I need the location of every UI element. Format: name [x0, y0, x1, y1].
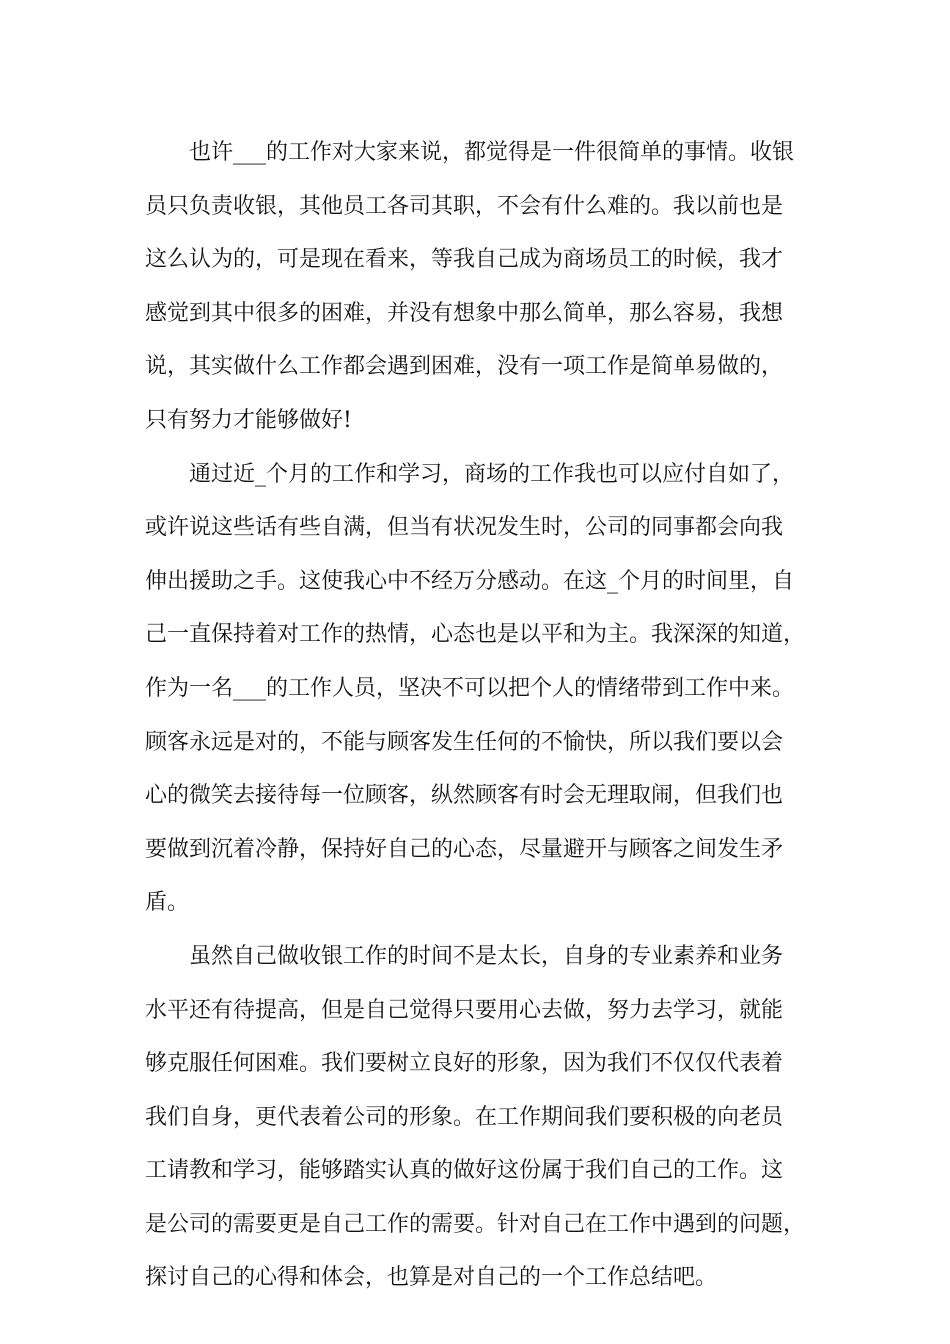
paragraph-line: 员只负责收银，其他员工各司其职，不会有什么难的。我以前也是: [145, 193, 784, 219]
document-body: [145, 130, 825, 1309]
paragraph-line: 心的微笑去接待每一位顾客，纵然顾客有时会无理取闹，但我们也: [145, 783, 784, 809]
paragraph-line: 够克服任何困难。我们要树立良好的形象，因为我们不仅仅代表着: [145, 1051, 784, 1077]
paragraph-line: 探讨自己的心得和体会，也算是对自己的一个工作总结吧。: [145, 1265, 718, 1291]
paragraph-line: 是公司的需要更是自己工作的需要。针对自己在工作中遇到的问题，: [145, 1211, 806, 1237]
paragraph-line: 也许___的工作对大家来说，都觉得是一件很简单的事情。收银: [189, 140, 795, 165]
paragraph-line: 己一直保持着对工作的热情，心态也是以平和为主。我深深的知道，: [145, 622, 806, 648]
paragraph-3: [145, 934, 825, 1309]
paragraph-line: 水平还有待提高，但是自己觉得只要用心去做，努力去学习，就能: [145, 997, 784, 1023]
paragraph-line: 通过近_个月的工作和学习，商场的工作我也可以应付自如了，: [189, 461, 795, 487]
paragraph-2: [145, 452, 825, 934]
paragraph-1: [145, 130, 825, 452]
paragraph-line: 顾客永远是对的，不能与顾客发生任何的不愉快，所以我们要以会: [145, 729, 784, 755]
paragraph-line: 这么认为的，可是现在看来，等我自己成为商场员工的时候，我才: [145, 247, 784, 273]
paragraph-line: 伸出援助之手。这使我心中不经万分感动。在这_个月的时间里，自: [145, 568, 795, 594]
paragraph-line: 作为一名___的工作人员，坚决不可以把个人的情绪带到工作中来。: [145, 675, 795, 701]
paragraph-line: 只有努力才能够做好!: [145, 407, 352, 433]
paragraph-line: 工请教和学习，能够踏实认真的做好这份属于我们自己的工作。这: [145, 1158, 784, 1184]
paragraph-line: 说，其实做什么工作都会遇到困难，没有一项工作是简单易做的，: [145, 354, 784, 380]
paragraph-line: 或许说这些话有些自满，但当有状况发生时，公司的同事都会向我: [145, 515, 784, 541]
paragraph-line: 盾。: [145, 890, 190, 916]
paragraph-line: 感觉到其中很多的困难，并没有想象中那么简单，那么容易，我想: [145, 300, 784, 326]
paragraph-line: 要做到沉着冷静，保持好自己的心态，尽量避开与顾客之间发生矛: [145, 836, 784, 862]
paragraph-line: 我们自身，更代表着公司的形象。在工作期间我们要积极的向老员: [145, 1104, 784, 1130]
paragraph-line: 虽然自己做收银工作的时间不是太长，自身的专业素养和业务: [189, 943, 784, 969]
